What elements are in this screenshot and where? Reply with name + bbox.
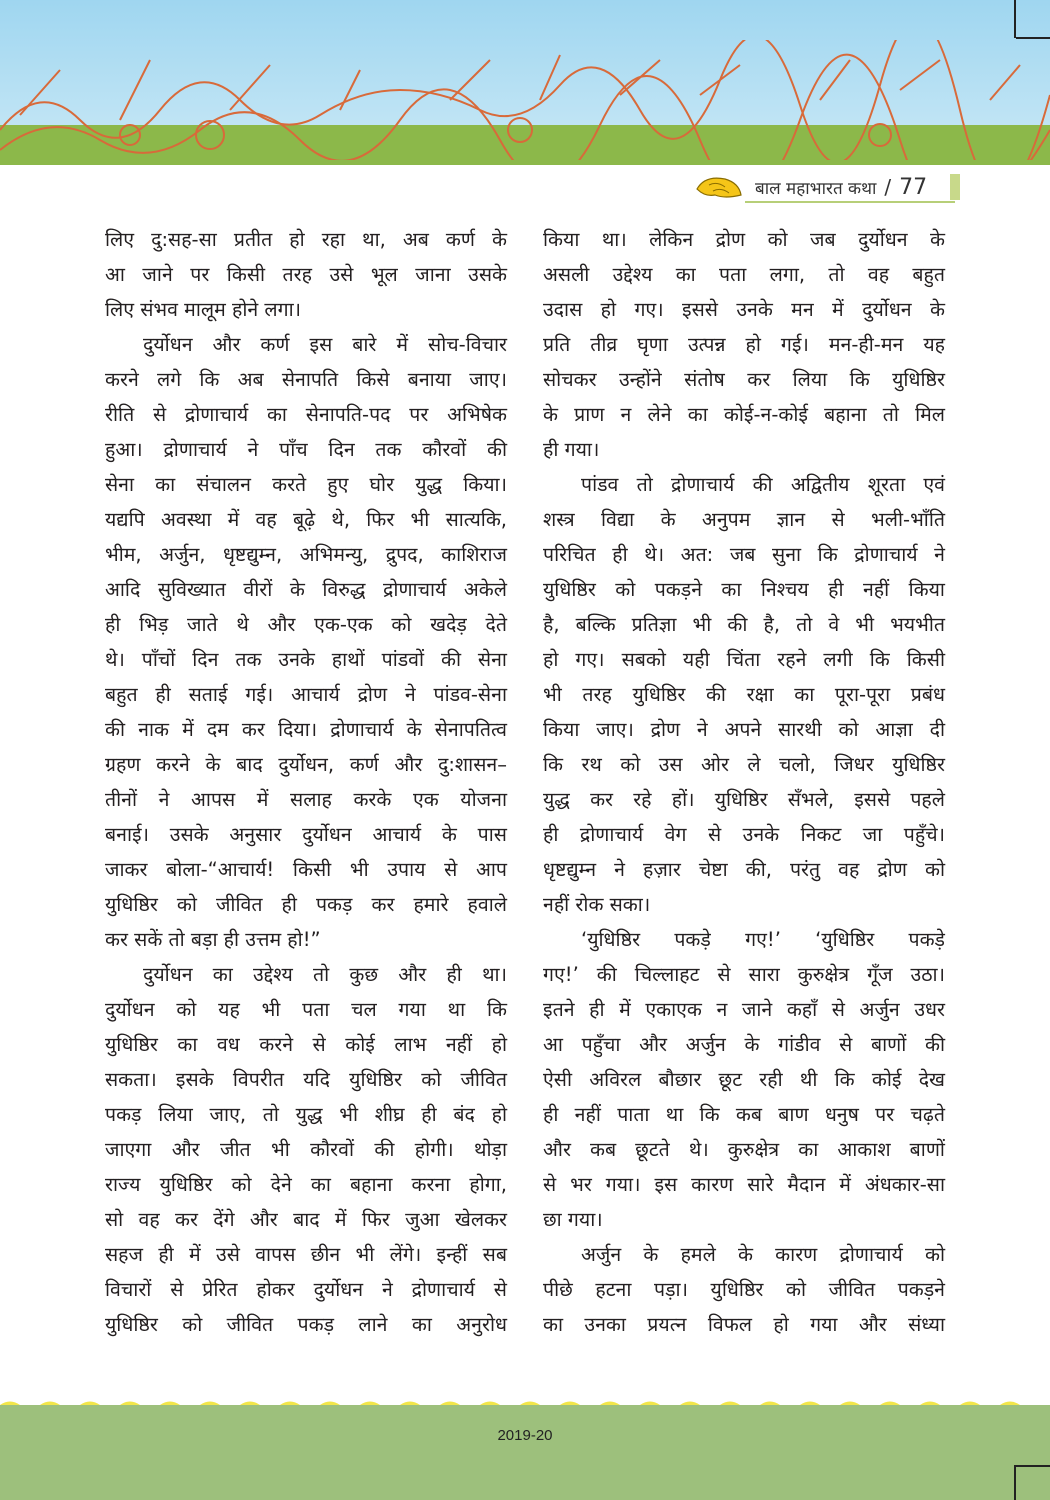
text-line: युद्ध कर रहे हों। युधिष्ठिर सँभले, इससे पहले bbox=[543, 788, 945, 811]
text-line: है, बल्कि प्रतिज्ञा भी की है, तो वे भी भयभीत bbox=[543, 613, 945, 636]
text-line: असली उद्देश्य का पता लगा, तो वह बहुत bbox=[543, 263, 945, 286]
text-line: तीनों ने आपस में सलाह करके एक योजना bbox=[105, 788, 507, 811]
text-line: भी तरह युधिष्ठिर की रक्षा का पूरा-पूरा प्रबंध bbox=[543, 683, 945, 706]
text-line: ही भिड़ जाते थे और एक-एक को खदेड़ देते bbox=[105, 613, 507, 636]
footer-band bbox=[0, 1405, 1050, 1500]
text-line: परिचित ही थे। अत: जब सुना कि द्रोणाचार्य ने bbox=[543, 543, 945, 566]
text-line: पकड़ लिया जाए, तो युद्ध भी शीघ्र ही बंद हो bbox=[105, 1103, 507, 1126]
text-line: पांडव तो द्रोणाचार्य की अद्वितीय शूरता एवं bbox=[581, 473, 945, 496]
text-line: आ पहुँचा और अर्जुन के गांडीव से बाणों की bbox=[543, 1033, 945, 1056]
text-line: पीछे हटना पड़ा। युधिष्ठिर को जीवित पकड़ने bbox=[543, 1278, 945, 1301]
text-line: आदि सुविख्यात वीरों के विरुद्ध द्रोणाचार्य अकेले bbox=[105, 578, 507, 601]
text-line: सेना का संचालन करते हुए घोर युद्ध किया। bbox=[105, 473, 507, 496]
battle-scene-frieze-illustration bbox=[0, 40, 1050, 160]
text-line: रीति से द्रोणाचार्य का सेनापति-पद पर अभिषेक bbox=[105, 403, 507, 426]
book-title: बाल महाभारत कथा bbox=[755, 178, 877, 199]
text-line: थे। पाँचों दिन तक उनके हाथों पांडवों की सेना bbox=[105, 648, 507, 671]
text-line: करने लगे कि अब सेनापति किसे बनाया जाए। bbox=[105, 368, 507, 391]
text-line: ही नहीं पाता था कि कब बाण धनुष पर चढ़ते bbox=[543, 1103, 945, 1126]
running-header bbox=[695, 172, 927, 202]
crop-mark bbox=[1016, 1465, 1050, 1467]
text-line: विचारों से प्रेरित होकर दुर्योधन ने द्रोणाचार्य से bbox=[105, 1278, 507, 1301]
text-line: नहीं रोक सका। bbox=[543, 893, 651, 916]
text-line: ‘युधिष्ठिर पकड़े गए!’ ‘युधिष्ठिर पकड़े bbox=[581, 928, 945, 951]
text-line: यद्यपि अवस्था में वह बूढ़े थे, फिर भी सात्यकि, bbox=[105, 508, 507, 531]
crop-mark bbox=[1016, 37, 1050, 39]
text-line: ही गया। bbox=[543, 438, 600, 461]
text-line: हो गए। सबको यही चिंता रहने लगी कि किसी bbox=[543, 648, 945, 671]
text-line: की नाक में दम कर दिया। द्रोणाचार्य के सेनापतित्व bbox=[105, 718, 507, 741]
text-line: किया था। लेकिन द्रोण को जब दुर्योधन के bbox=[543, 228, 945, 251]
text-line: शस्त्र विद्या के अनुपम ज्ञान से भली-भाँति bbox=[543, 508, 945, 531]
text-line: राज्य युधिष्ठिर को देने का बहाना करना होगा, bbox=[105, 1173, 507, 1196]
text-line: धृष्टद्युम्न ने हज़ार चेष्टा की, परंतु वह द्रोण को bbox=[543, 858, 945, 881]
text-line: से भर गया। इस कारण सारे मैदान में अंधकार-सा bbox=[543, 1173, 945, 1196]
text-line: जाकर बोला-“आचार्य! किसी भी उपाय से आप bbox=[105, 858, 507, 881]
text-line: आ जाने पर किसी तरह उसे भूल जाना उसके bbox=[105, 263, 507, 286]
text-line: उदास हो गए। इससे उनके मन में दुर्योधन के bbox=[543, 298, 945, 321]
text-line: भीम, अर्जुन, धृष्टद्युम्न, अभिमन्यु, द्रुपद, काशिराज bbox=[105, 543, 507, 566]
text-line: युधिष्ठिर को पकड़ने का निश्चय ही नहीं किया bbox=[543, 578, 945, 601]
page-number: 77 bbox=[899, 174, 928, 200]
text-line: लिए संभव मालूम होने लगा। bbox=[105, 298, 302, 321]
text-line: बहुत ही सताई गई। आचार्य द्रोण ने पांडव-सेना bbox=[105, 683, 507, 706]
text-line: कि रथ को उस ओर ले चलो, जिधर युधिष्ठिर bbox=[543, 753, 945, 776]
text-line: युधिष्ठिर का वध करने से कोई लाभ नहीं हो bbox=[105, 1033, 507, 1056]
text-line: अर्जुन के हमले के कारण द्रोणाचार्य को bbox=[581, 1243, 945, 1266]
text-line: दुर्योधन और कर्ण इस बारे में सोच-विचार bbox=[143, 333, 507, 356]
text-line: ग्रहण करने के बाद दुर्योधन, कर्ण और दु:शासन– bbox=[105, 753, 507, 776]
text-line: ही द्रोणाचार्य वेग से उनके निकट जा पहुँचे। bbox=[543, 823, 945, 846]
text-line: युधिष्ठिर को जीवित पकड़ लाने का अनुरोध bbox=[105, 1313, 507, 1336]
text-line: गए!’ की चिल्लाहट से सारा कुरुक्षेत्र गूँज उठा। bbox=[543, 963, 945, 986]
text-line: सोचकर उन्होंने संतोष कर लिया कि युधिष्ठिर bbox=[543, 368, 945, 391]
text-line: सो वह कर देंगे और बाद में फिर जुआ खेलकर bbox=[105, 1208, 507, 1231]
crop-mark bbox=[1014, 0, 1016, 38]
text-column-left bbox=[105, 222, 507, 1342]
header-rule bbox=[745, 201, 955, 203]
text-line: का उनका प्रयत्न विफल हो गया और संध्या bbox=[543, 1313, 945, 1336]
header-accent-bar bbox=[950, 174, 960, 200]
text-line: सकता। इसके विपरीत यदि युधिष्ठिर को जीवित bbox=[105, 1068, 507, 1091]
text-line: ऐसी अविरल बौछार छूट रही थी कि कोई देख bbox=[543, 1068, 945, 1091]
edition-year: 2019-20 bbox=[497, 1427, 553, 1444]
text-line: सहज ही में उसे वापस छीन भी लेंगे। इन्हीं सब bbox=[105, 1243, 507, 1266]
crop-mark bbox=[1014, 1465, 1016, 1500]
conch-ornament-icon bbox=[695, 173, 745, 201]
text-line: जाएगा और जीत भी कौरवों की होगी। थोड़ा bbox=[105, 1138, 507, 1161]
text-line: युधिष्ठिर को जीवित ही पकड़ कर हमारे हवाले bbox=[105, 893, 507, 916]
header-separator: / bbox=[884, 175, 892, 199]
text-line: और कब छूटते थे। कुरुक्षेत्र का आकाश बाणों bbox=[543, 1138, 945, 1161]
text-line: बनाई। उसके अनुसार दुर्योधन आचार्य के पास bbox=[105, 823, 507, 846]
text-line: इतने ही में एकाएक न जाने कहाँ से अर्जुन उधर bbox=[543, 998, 945, 1021]
text-line: दुर्योधन का उद्देश्य तो कुछ और ही था। bbox=[143, 963, 507, 986]
text-column-right bbox=[543, 222, 945, 1342]
text-line: हुआ। द्रोणाचार्य ने पाँच दिन तक कौरवों की bbox=[105, 438, 507, 461]
text-line: छा गया। bbox=[543, 1208, 603, 1231]
text-line: किया जाए। द्रोण ने अपने सारथी को आज्ञा दी bbox=[543, 718, 945, 741]
text-line: के प्राण न लेने का कोई-न-कोई बहाना तो मिल bbox=[543, 403, 945, 426]
text-line: प्रति तीव्र घृणा उत्पन्न हो गई। मन-ही-मन यह bbox=[543, 333, 945, 356]
text-line: दुर्योधन को यह भी पता चल गया था कि bbox=[105, 998, 507, 1021]
text-line: कर सकें तो बड़ा ही उत्तम हो!” bbox=[105, 928, 321, 951]
text-line: लिए दु:सह-सा प्रतीत हो रहा था, अब कर्ण के bbox=[105, 228, 507, 251]
